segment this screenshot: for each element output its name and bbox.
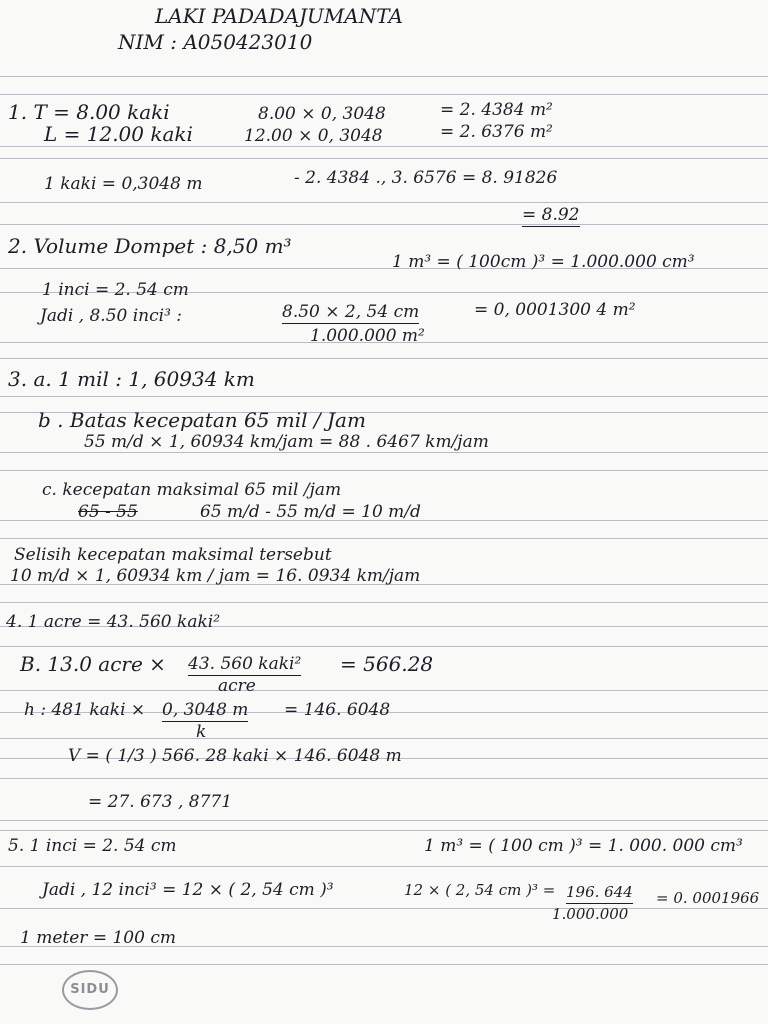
q5-line: 1 meter = 100 cm [20, 928, 176, 948]
ruled-line [0, 778, 768, 779]
q3-crossed-out: 65 - 55 [78, 502, 138, 522]
ruled-line [0, 866, 768, 867]
q1-line: L = 12.00 kaki [44, 122, 193, 146]
q4-line: = 146. 6048 [284, 700, 391, 720]
q4-fraction-bottom: acre [218, 676, 256, 696]
q4-line: 4. 1 acre = 43. 560 kaki² [6, 612, 221, 632]
q1-line: 1. T = 8.00 kaki [8, 100, 170, 124]
q4-fraction-bottom: k [196, 722, 207, 742]
ruled-line [0, 690, 768, 691]
q5-line: = 0. 0001966 [656, 889, 760, 907]
ruled-line [0, 158, 768, 159]
ruled-line [0, 224, 768, 225]
q3-line: 10 m/d × 1, 60934 km / jam = 16. 0934 km/jam [10, 566, 421, 586]
q4-fraction-top: 43. 560 kaki² [188, 654, 302, 674]
q5-fraction-top: 196. 644 [566, 882, 633, 904]
q1-result: = 8.92 [522, 205, 580, 225]
q2-fraction-bottom: 1.000.000 m² [310, 326, 425, 346]
ruled-line [0, 820, 768, 821]
ruled-line [0, 964, 768, 965]
q4-line: h : 481 kaki × [24, 700, 146, 720]
q1-line: 12.00 × 0, 3048 [244, 126, 383, 146]
q5-line: 12 × ( 2, 54 cm )³ = [404, 881, 556, 899]
q5-line: Jadi , 12 inci³ = 12 × ( 2, 54 cm )³ [42, 880, 334, 900]
q1-line: - 2. 4384 ., 3. 6576 = 8. 91826 [294, 168, 558, 188]
q1-line: 1 kaki = 0,3048 m [44, 174, 203, 194]
ruled-line [0, 396, 768, 397]
ruled-line [0, 94, 768, 95]
q5-line: 1 m³ = ( 100 cm )³ = 1. 000. 000 cm³ [424, 836, 743, 856]
ruled-line [0, 738, 768, 739]
q4-line: B. 13.0 acre × [20, 652, 166, 676]
q4-line: = 566.28 [340, 652, 434, 676]
ruled-line [0, 538, 768, 539]
ruled-line [0, 452, 768, 453]
ruled-line [0, 358, 768, 359]
q2-line: Jadi , 8.50 inci³ : [40, 306, 183, 326]
q5-fraction-bottom: 1.000.000 [552, 905, 629, 923]
ruled-line [0, 76, 768, 77]
student-name: LAKI PADADAJUMANTA [155, 4, 403, 28]
q2-fraction-top: 8.50 × 2, 54 cm [282, 302, 420, 322]
ruled-line [0, 908, 768, 909]
q4-line: V = ( 1/3 ) 566. 28 kaki × 146. 6048 m [68, 746, 402, 766]
q3-line: 55 m/d × 1, 60934 km/jam = 88 . 6467 km/jam [84, 432, 489, 452]
q2-line: = 0, 0001300 4 m² [474, 300, 636, 320]
q1-line: 8.00 × 0, 3048 [258, 104, 386, 124]
ruled-line [0, 146, 768, 147]
q3-line: 65 m/d - 55 m/d = 10 m/d [200, 502, 421, 522]
q2-line: 1 m³ = ( 100cm )³ = 1.000.000 cm³ [392, 252, 695, 272]
q3-line: b . Batas kecepatan 65 mil / Jam [38, 408, 366, 432]
q4-fraction-top: 0, 3048 m [162, 700, 249, 720]
sidu-logo: SIDU [62, 970, 118, 1010]
q5-line: 5. 1 inci = 2. 54 cm [8, 836, 177, 856]
q1-line: = 2. 4384 m² [440, 100, 553, 120]
ruled-line [0, 202, 768, 203]
ruled-line [0, 830, 768, 831]
q3-line: c. kecepatan maksimal 65 mil /jam [42, 480, 342, 500]
q2-line: 2. Volume Dompet : 8,50 m³ [8, 234, 292, 258]
student-nim: NIM : A050423010 [118, 30, 313, 54]
q3-line: Selisih kecepatan maksimal tersebut [14, 545, 332, 565]
q2-line: 1 inci = 2. 54 cm [42, 280, 189, 300]
ruled-line [0, 602, 768, 603]
q1-line: = 2. 6376 m² [440, 122, 553, 142]
ruled-line [0, 470, 768, 471]
q3-line: 3. a. 1 mil : 1, 60934 km [8, 367, 255, 391]
ruled-line [0, 646, 768, 647]
q4-line: = 27. 673 , 8771 [88, 792, 233, 812]
